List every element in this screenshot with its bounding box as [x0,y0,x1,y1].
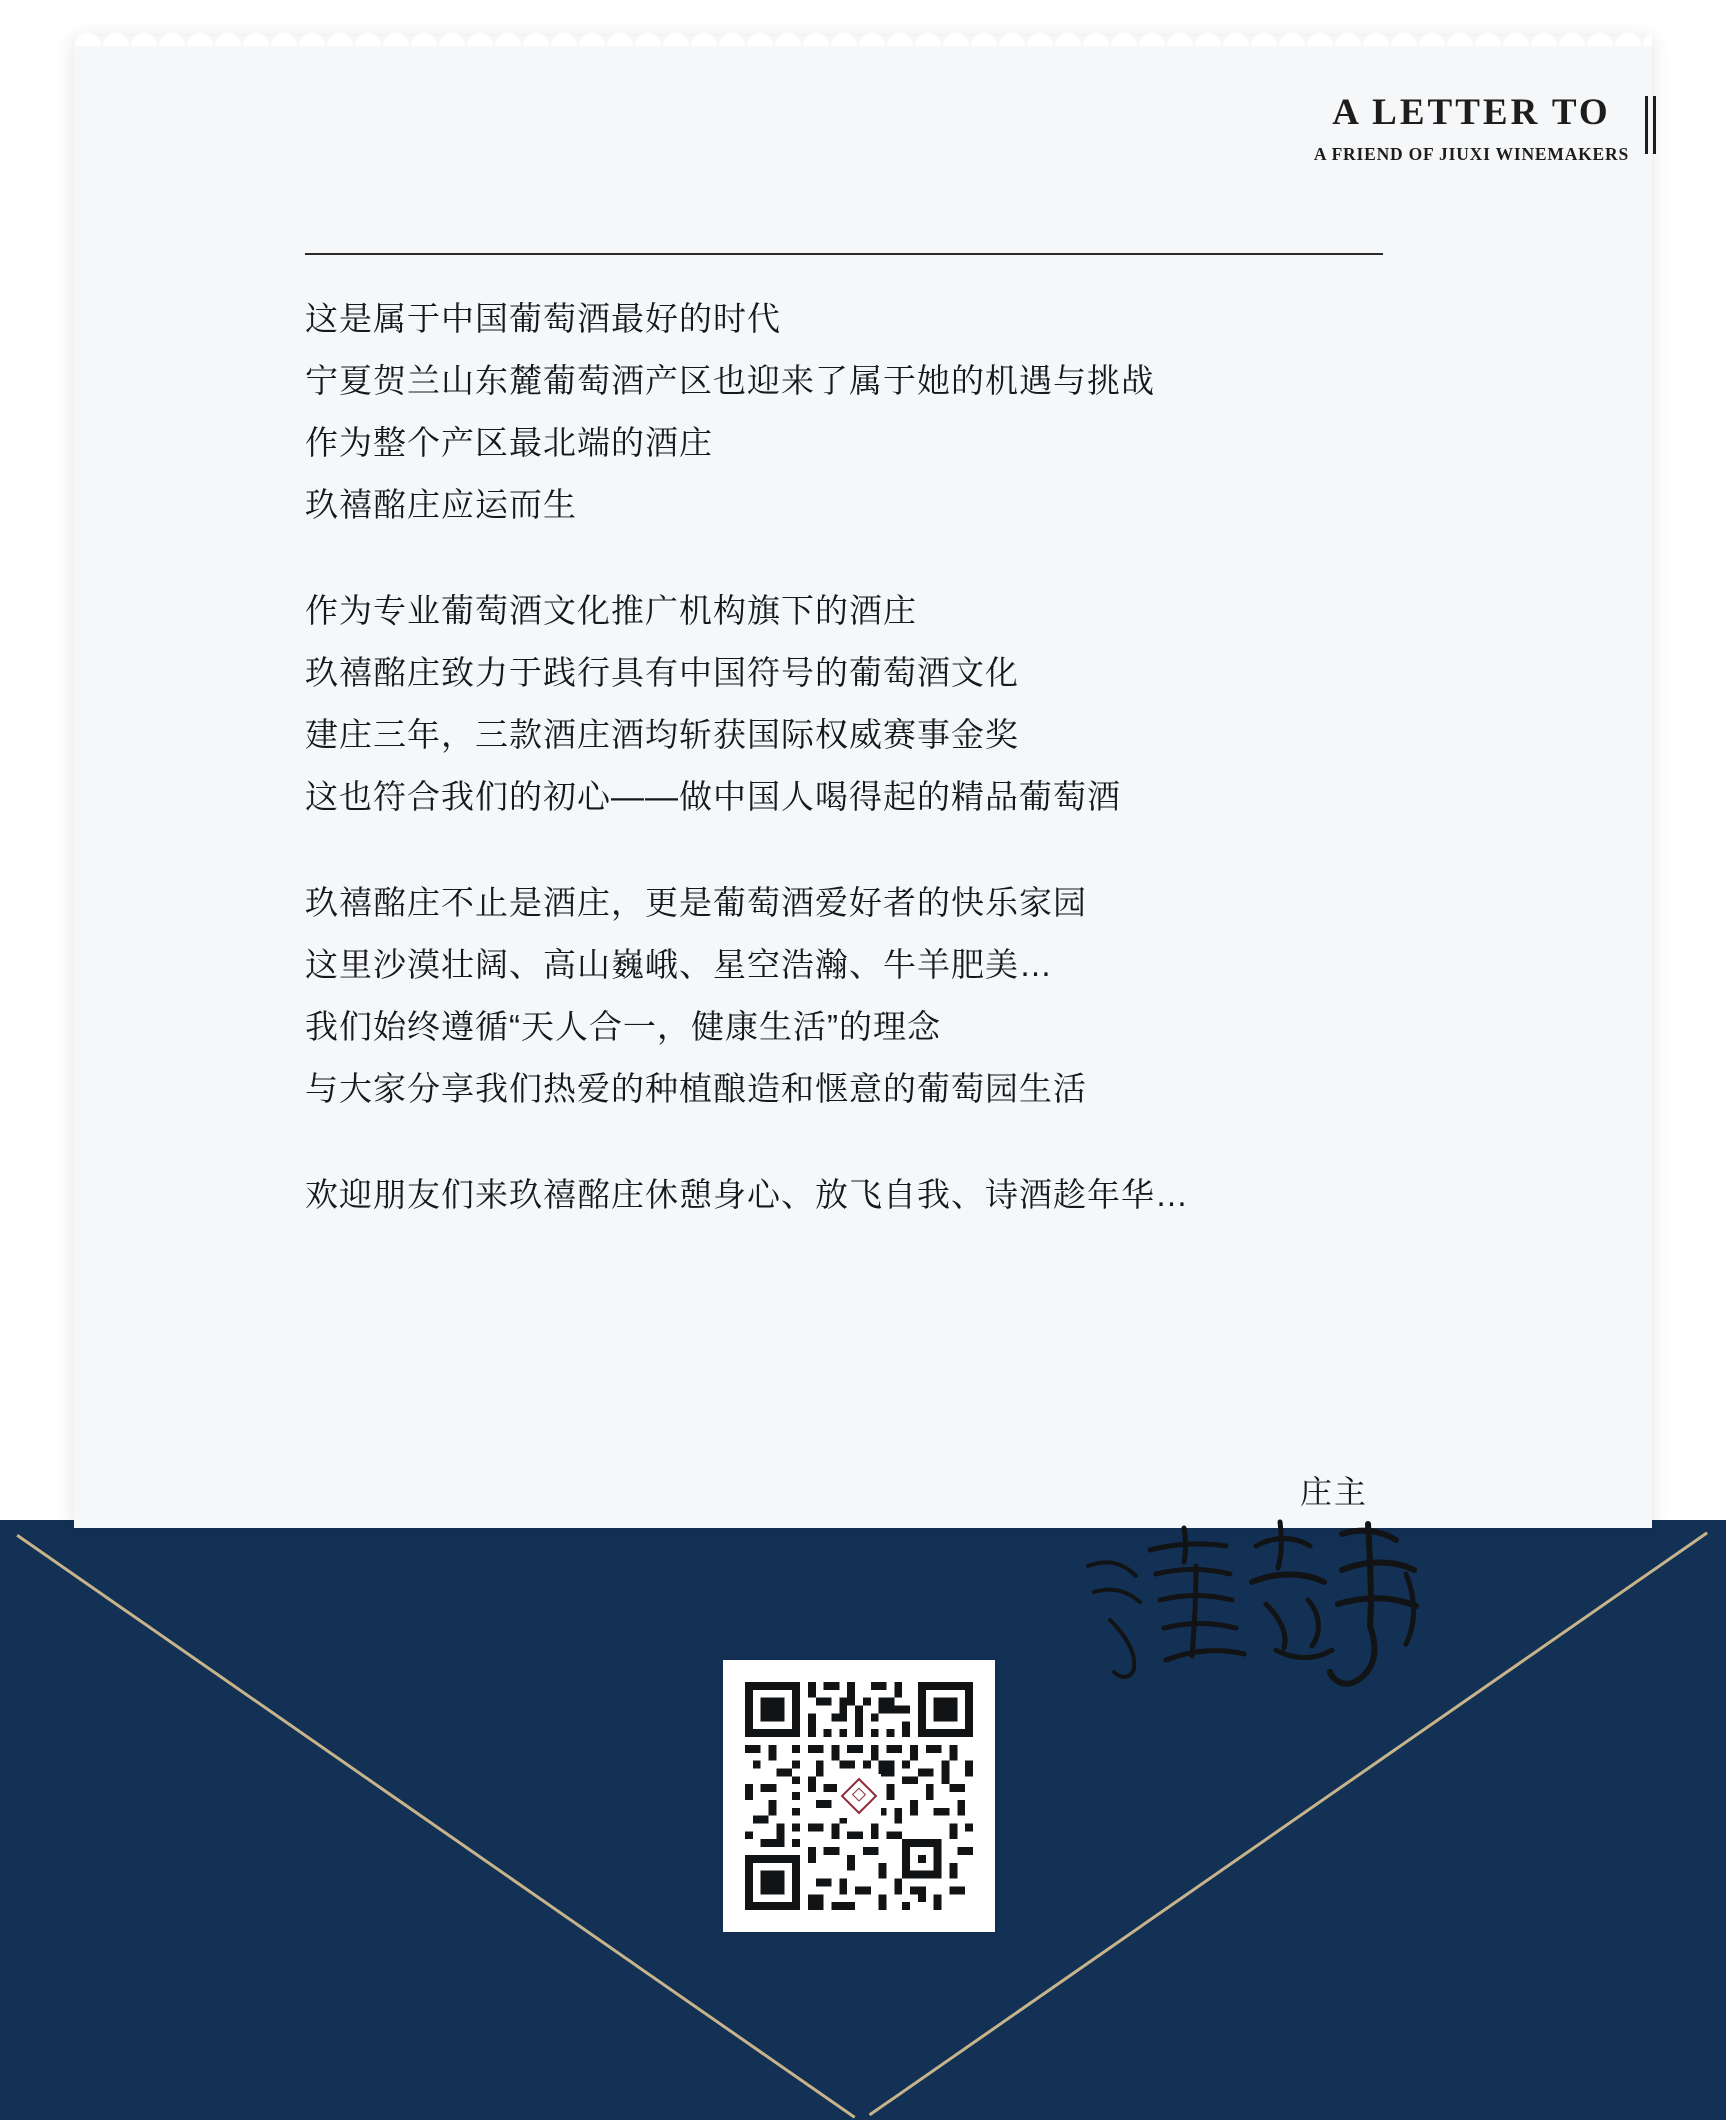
letter-line: 这是属于中国葡萄酒最好的时代 [305,300,781,337]
letter-line: 玖禧酩庄致力于践行具有中国符号的葡萄酒文化 [305,654,1019,692]
paper-scalloped-edge [74,20,1652,46]
letter-line: 作为专业葡萄酒文化推广机构旗下的酒庄 [305,592,917,630]
paragraph-4 [305,1164,1455,1226]
letter-header [1314,92,1656,165]
letter-line: 玖禧酩庄应运而生 [305,486,577,524]
qr-logo [837,1774,881,1818]
letter-line: 作为整个产区最北端的酒庄 [305,424,713,462]
diamond-logo-icon [841,1778,878,1815]
letter-line: 建庄三年，三款酒庄酒均斩获国际权威赛事金奖 [305,716,1019,754]
letter-line: 欢迎朋友们来玖禧酩庄休憩身心、放飞自我、诗酒趁年华… [305,1176,1189,1214]
letter-title: A LETTER TO [1332,92,1611,133]
letter-body [305,288,1455,1226]
double-bar-ornament-icon [1645,96,1656,154]
signature-label: 庄主 [1300,1474,1369,1510]
letter-line: 这里沙漠壮阔、高山巍峨、星空浩瀚、牛羊肥美… [305,946,1053,984]
qr-code[interactable] [723,1660,995,1932]
letter-line: 这也符合我们的初心——做中国人喝得起的精品葡萄酒 [305,778,1121,816]
letter-line: 我们始终遵循“天人合一，健康生活”的理念 [305,1008,941,1046]
paragraph-1 [305,288,1455,536]
header-divider [305,253,1383,255]
letter-subtitle: A FRIEND OF JIUXI WINEMAKERS [1313,143,1629,164]
letter-line: 与大家分享我们热爱的种植酿造和惬意的葡萄园生活 [305,1070,1087,1108]
letter-line: 玖禧酩庄不止是酒庄，更是葡萄酒爱好者的快乐家园 [305,884,1087,922]
handwritten-signature [1080,1500,1440,1690]
paragraph-3 [305,872,1455,1120]
letter-line: 宁夏贺兰山东麓葡萄酒产区也迎来了属于她的机遇与挑战 [305,362,1155,400]
paragraph-2 [305,580,1455,828]
